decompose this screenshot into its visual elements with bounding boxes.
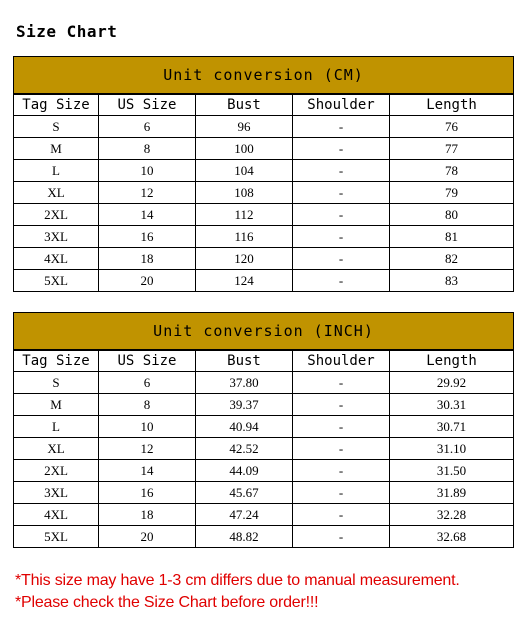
table-cell: 20: [99, 526, 196, 548]
table-cell: 5XL: [14, 270, 99, 292]
table-cell: 44.09: [196, 460, 293, 482]
table-cell: M: [14, 394, 99, 416]
table-cell: XL: [14, 182, 99, 204]
table-row: [14, 394, 514, 416]
table-cell: 39.37: [196, 394, 293, 416]
table-cell: 18: [99, 248, 196, 270]
table-cell: 77: [390, 138, 514, 160]
table-cell: 112: [196, 204, 293, 226]
table-cell: L: [14, 416, 99, 438]
table-cell: 32.28: [390, 504, 514, 526]
table-cell: 31.89: [390, 482, 514, 504]
table-row: [14, 226, 514, 248]
table-row: [14, 204, 514, 226]
table-cell: 42.52: [196, 438, 293, 460]
table-row: [14, 526, 514, 548]
table-cell: -: [293, 204, 390, 226]
table-cell: -: [293, 182, 390, 204]
table-cell: 31.10: [390, 438, 514, 460]
table-cell: 124: [196, 270, 293, 292]
table-cell: 3XL: [14, 482, 99, 504]
footnotes: [15, 570, 460, 614]
table-cell: 18: [99, 504, 196, 526]
table-cell: -: [293, 226, 390, 248]
table-row: [14, 482, 514, 504]
table-cell: XL: [14, 438, 99, 460]
table-cell: 8: [99, 394, 196, 416]
table-cell: 10: [99, 160, 196, 182]
table-cell: 2XL: [14, 460, 99, 482]
column-header: Length: [390, 350, 514, 372]
column-header: Tag Size: [14, 94, 99, 116]
table-cell: 8: [99, 138, 196, 160]
table-cell: 6: [99, 116, 196, 138]
table-cell: -: [293, 116, 390, 138]
table-cell: M: [14, 138, 99, 160]
table-cell: 6: [99, 372, 196, 394]
column-header: US Size: [99, 94, 196, 116]
table-cell: 120: [196, 248, 293, 270]
table-row: [14, 504, 514, 526]
table-cell: -: [293, 394, 390, 416]
column-header-row: [14, 94, 514, 116]
table-cell: 31.50: [390, 460, 514, 482]
table-cell: 16: [99, 226, 196, 248]
table-cell: -: [293, 526, 390, 548]
table-cell: 29.92: [390, 372, 514, 394]
column-header: Shoulder: [293, 94, 390, 116]
table-cell: -: [293, 372, 390, 394]
table-cell: S: [14, 116, 99, 138]
table-cell: -: [293, 504, 390, 526]
column-header: Tag Size: [14, 350, 99, 372]
size-table-cm: [13, 56, 514, 292]
table-cell: 79: [390, 182, 514, 204]
table-heading: Unit conversion (INCH): [14, 313, 514, 351]
table-cell: 2XL: [14, 204, 99, 226]
table-cell: 30.31: [390, 394, 514, 416]
table-cell: 82: [390, 248, 514, 270]
table-cell: 16: [99, 482, 196, 504]
table-cell: 14: [99, 460, 196, 482]
table-cell: 108: [196, 182, 293, 204]
page-title: Size Chart: [16, 22, 118, 41]
table-cell: 30.71: [390, 416, 514, 438]
table-row: [14, 182, 514, 204]
table-cell: 116: [196, 226, 293, 248]
size-table-inch: [13, 312, 514, 548]
table-cell: 40.94: [196, 416, 293, 438]
table-cell: 48.82: [196, 526, 293, 548]
table-row: [14, 138, 514, 160]
table-cell: 37.80: [196, 372, 293, 394]
table-cell: -: [293, 482, 390, 504]
column-header: Bust: [196, 350, 293, 372]
table-cell: 45.67: [196, 482, 293, 504]
table-cell: 100: [196, 138, 293, 160]
table-heading: Unit conversion (CM): [14, 57, 514, 95]
table-cell: 78: [390, 160, 514, 182]
table-cell: 80: [390, 204, 514, 226]
table-cell: 76: [390, 116, 514, 138]
table-cell: 12: [99, 438, 196, 460]
column-header: Length: [390, 94, 514, 116]
table-row: [14, 248, 514, 270]
table-cell: 104: [196, 160, 293, 182]
table-cell: 5XL: [14, 526, 99, 548]
table-cell: 32.68: [390, 526, 514, 548]
table-cell: 47.24: [196, 504, 293, 526]
table-cell: -: [293, 438, 390, 460]
table-cell: 12: [99, 182, 196, 204]
table-cell: 81: [390, 226, 514, 248]
table-cell: 10: [99, 416, 196, 438]
table-cell: 96: [196, 116, 293, 138]
table-row: [14, 270, 514, 292]
table-cell: L: [14, 160, 99, 182]
table-cell: -: [293, 416, 390, 438]
table-cell: -: [293, 270, 390, 292]
table-cell: 14: [99, 204, 196, 226]
table-cell: -: [293, 460, 390, 482]
table-cell: -: [293, 138, 390, 160]
note-check-chart: *Please check the Size Chart before order!!!: [15, 594, 319, 611]
column-header: US Size: [99, 350, 196, 372]
table-cell: S: [14, 372, 99, 394]
column-header: Bust: [196, 94, 293, 116]
table-row: [14, 416, 514, 438]
table-row: [14, 460, 514, 482]
table-row: [14, 372, 514, 394]
table-cell: 4XL: [14, 504, 99, 526]
note-size-variance: *This size may have 1-3 cm differs due to manual measurement.: [15, 572, 460, 589]
column-header: Shoulder: [293, 350, 390, 372]
table-row: [14, 438, 514, 460]
table-cell: 20: [99, 270, 196, 292]
table-row: [14, 116, 514, 138]
column-header-row: [14, 350, 514, 372]
table-cell: 3XL: [14, 226, 99, 248]
table-cell: 83: [390, 270, 514, 292]
table-cell: -: [293, 248, 390, 270]
table-row: [14, 160, 514, 182]
table-cell: -: [293, 160, 390, 182]
table-cell: 4XL: [14, 248, 99, 270]
